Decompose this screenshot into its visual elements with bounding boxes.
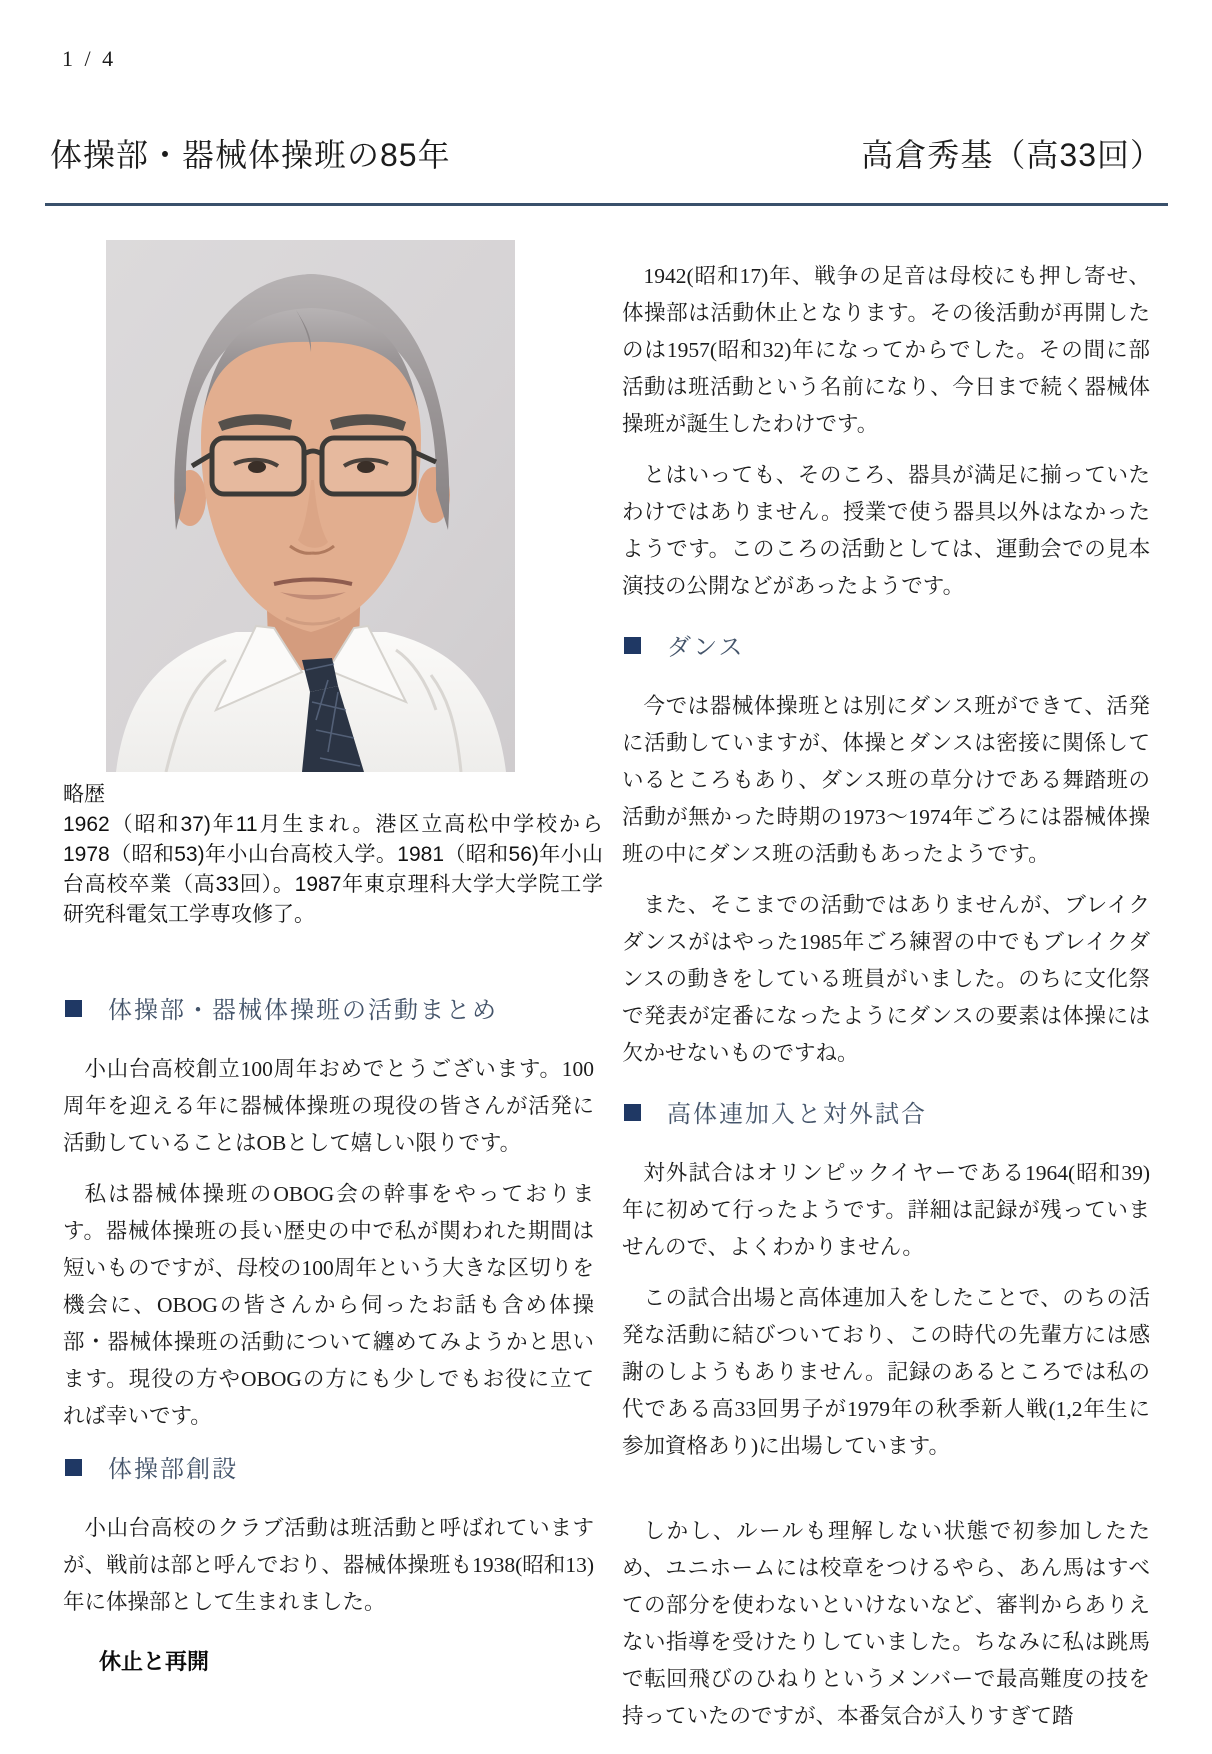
section-heading-label: ダンス xyxy=(667,634,745,661)
bio-text: 1962（昭和37)年11月生まれ。港区立高松中学校から1978（昭和53)年小山台高校入学。1981（昭和56)年小山台高校卒業（高33回）。1987年東京理科大学大学院工学研究科電気工学専攻修了。 xyxy=(63,813,603,926)
body-paragraph: この試合出場と高体連加入をしたことで、のちの活発な活動に結びついており、この時代の先輩方には感謝のしようもありません。記録のあるところでは私の代である高33回男子が1979年の秋季新人戦(1,2年生に参加資格あり)に出場しています。 xyxy=(622,1286,1150,1458)
body-paragraph: また、そこまでの活動ではありませんが、ブレイクダンスがはやった1985年ごろ練習の中でもブレイクダンスの動きをしている班員がいました。のちに文化祭で発表が定番になったようにダンスの要素は体操には欠かせないものですね。 xyxy=(622,893,1150,1065)
square-bullet-icon xyxy=(624,1104,641,1121)
square-bullet-icon xyxy=(65,1459,82,1476)
header-divider xyxy=(45,203,1168,206)
section-heading-dance xyxy=(622,627,1150,662)
portrait-illustration xyxy=(106,240,515,772)
right-column xyxy=(622,258,1150,1749)
bio-title: 略歴 xyxy=(63,783,105,806)
left-column xyxy=(63,990,594,1676)
body-paragraph: とはいっても、そのころ、器具が満足に揃っていたわけではありません。授業で使う器具以外はなかったようです。このころの活動としては、運動会での見本演技の公開などがあったようです。 xyxy=(622,463,1150,598)
section-heading-founding xyxy=(63,1449,594,1484)
body-paragraph: 対外試合はオリンピックイヤーである1964(昭和39)年に初めて行ったようです。詳細は記録が残っていませんので、よくわかりません。 xyxy=(622,1161,1150,1259)
body-paragraph: 今では器械体操班とは別にダンス班ができて、活発に活動していますが、体操とダンスは密接に関係しているところもあり、ダンス班の草分けである舞踏班の活動が無かった時期の1973〜1974年ごろには器械体操班の中にダンス班の活動もあったようです。 xyxy=(622,694,1150,866)
section-heading-federation xyxy=(622,1094,1150,1129)
section-heading-label: 体操部創設 xyxy=(108,1456,238,1483)
body-paragraph: 小山台高校のクラブ活動は班活動と呼ばれていますが、戦前は部と呼んでおり、器械体操班も1938(昭和13)年に体操部として生まれました。 xyxy=(63,1516,594,1614)
subsection-heading: 休止と再開 xyxy=(99,1649,210,1674)
body-paragraph: 1942(昭和17)年、戦争の足音は母校にも押し寄せ、体操部は活動休止となります。その後活動が再開したのは1957(昭和32)年になってからでした。その間に部活動は班活動という名前になり、今日まで続く器械体操班が誕生したわけです。 xyxy=(622,264,1150,436)
page-title: 体操部・器械体操班の85年 xyxy=(50,137,451,173)
square-bullet-icon xyxy=(624,637,641,654)
bio-block xyxy=(63,780,603,930)
body-paragraph: しかし、ルールも理解しない状態で初参加したため、ユニホームには校章をつけるやら、あん馬はすべての部分を使わないといけないなど、審判からありえない指導を受けたりしていました。ちなみに私は跳馬で転回飛びのひねりというメンバーで最高難度の技を持っていたのですが、本番気合が入りすぎて踏 xyxy=(622,1519,1150,1728)
page-number: 1 / 4 xyxy=(62,46,117,71)
square-bullet-icon xyxy=(65,1000,82,1017)
body-paragraph: 私は器械体操班のOBOG会の幹事をやっております。器械体操班の長い歴史の中で私が関われた期間は短いものですが、母校の100周年という大きな区切りを機会に、OBOGの皆さんから伺ったお話も含め体操部・器械体操班の活動について纏めてみようかと思います。現役の方やOBOGの方にも少しでもお役に立てれば幸いです。 xyxy=(63,1182,594,1428)
body-paragraph: 小山台高校創立100周年おめでとうございます。100周年を迎える年に器械体操班の現役の皆さんが活発に活動していることはOBとして嬉しい限りです。 xyxy=(63,1057,594,1155)
portrait-photo xyxy=(106,240,515,772)
section-heading-label: 体操部・器械体操班の活動まとめ xyxy=(108,997,498,1024)
section-heading-label: 高体連加入と対外試合 xyxy=(667,1101,927,1128)
author-name: 高倉秀基（高33回） xyxy=(861,137,1163,173)
section-heading-activities xyxy=(63,990,594,1025)
